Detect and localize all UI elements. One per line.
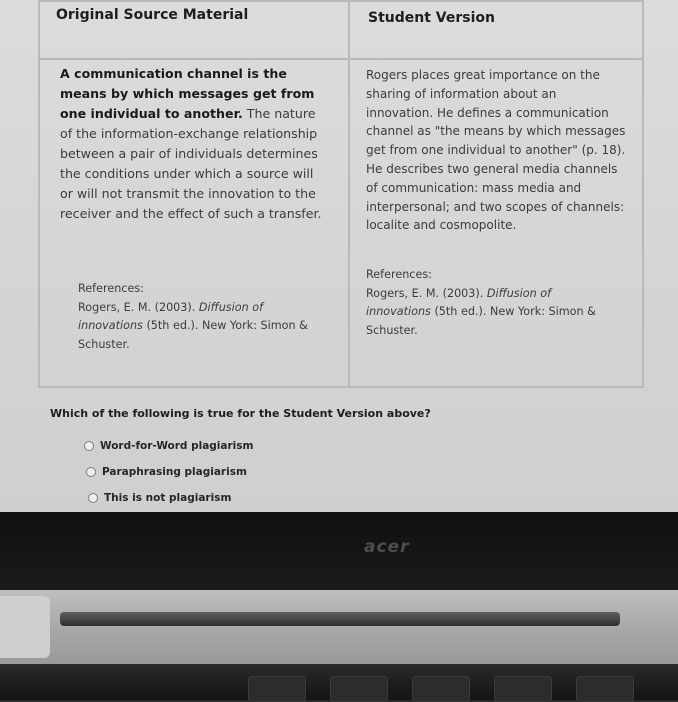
original-rest-text: The nature of the information-exchange relationship between a pair of individuals determines the conditions under which a source will or will not transmit the innovation to the receiver and the effect of such a transfer. (60, 106, 322, 221)
original-source-text (60, 64, 330, 224)
option-word-for-word[interactable] (84, 440, 253, 452)
radio-button[interactable] (86, 467, 96, 477)
laptop-bezel (0, 512, 678, 590)
original-key-sentence: A communication channel is the means by which messages get from one individual to another. (60, 66, 315, 121)
references-label: References: (366, 268, 432, 281)
keyboard-key (330, 676, 388, 702)
option-label: Paraphrasing plagiarism (102, 466, 247, 478)
brand-logo: acer (364, 537, 410, 557)
palm-rest-edge (0, 596, 50, 658)
comparison-table (38, 0, 644, 388)
option-not-plagiarism[interactable] (88, 492, 231, 504)
keyboard-key (576, 676, 634, 702)
radio-button[interactable] (88, 493, 98, 503)
keyboard-key (412, 676, 470, 702)
keyboard-key (494, 676, 552, 702)
laptop-hinge (60, 612, 620, 626)
student-version-text: Rogers places great importance on the sharing of information about an innovation. He defines a communication channel as "the means by which messages get from one individual to another" (p. 18). He describes two general media channels of communication: mass media and interpersonal; and two scopes of channels: localite and cosmopolite. (366, 68, 626, 233)
reference-author: Rogers, E. M. (2003). (78, 300, 196, 314)
radio-button[interactable] (84, 441, 94, 451)
header-divider (40, 58, 642, 60)
reference-publication: (5th ed.). New York: Simon & Schuster. (78, 319, 308, 351)
option-paraphrasing[interactable] (86, 466, 247, 478)
student-version-header: Student Version (368, 10, 495, 26)
original-references (78, 280, 318, 354)
reference-author: Rogers, E. M. (2003). (366, 286, 484, 300)
keyboard-key (248, 676, 306, 702)
reference-publication: (5th ed.). New York: Simon & Schuster. (366, 305, 596, 337)
reference-title: Diffusion of innovations (78, 300, 264, 332)
references-label: References: (78, 282, 144, 295)
reference-title: Diffusion of innovations (366, 286, 552, 318)
question-prompt: Which of the following is true for the Student Version above? (50, 407, 431, 420)
option-label: Word-for-Word plagiarism (100, 440, 254, 452)
option-label: This is not plagiarism (104, 492, 232, 504)
original-source-header: Original Source Material (56, 7, 249, 23)
student-references (366, 266, 616, 340)
